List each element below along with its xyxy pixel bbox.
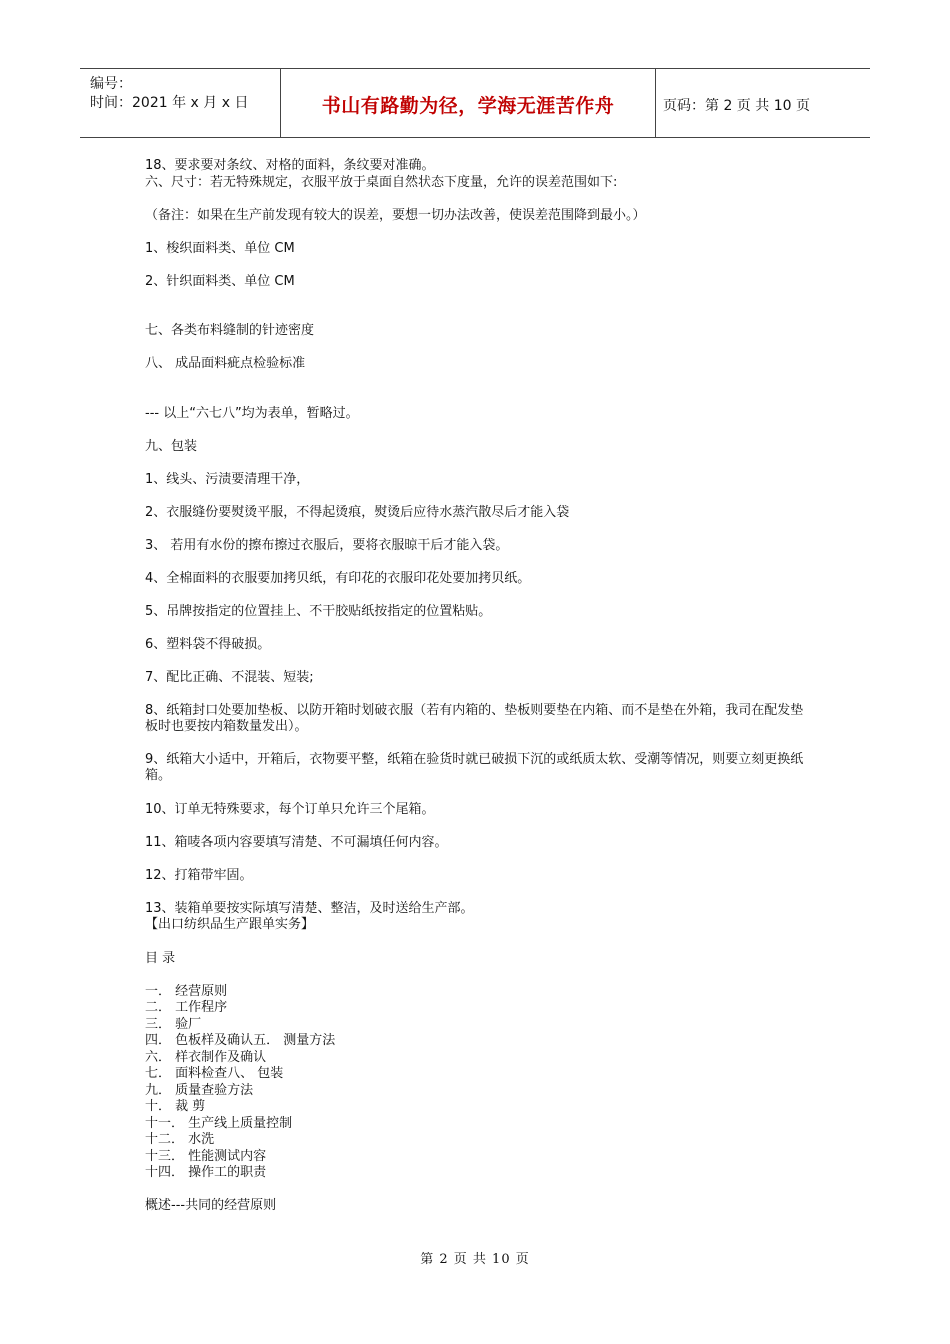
toc-item: 七． 面料检查八、 包装 [145, 1066, 284, 1081]
packing-item: 10、订单无特殊要求，每个订单只允许三个尾箱。 [145, 802, 435, 817]
packing-item: 1、线头、污渍要清理干净， [145, 472, 310, 487]
header-page-cell [655, 69, 870, 137]
toc-item: 十． 裁 剪 [145, 1099, 206, 1114]
packing-item: 11、箱唛各项内容要填写清楚、不可漏填任何内容。 [145, 835, 448, 850]
header-meta [80, 69, 280, 137]
tolerance-note: （备注：如果在生产前发现有较大的误差，要想一切办法改善，使误差范围降到最小。） [145, 208, 646, 223]
overview-line: 概述---共同的经营原则 [145, 1198, 277, 1213]
page-footer: 第 2 页 共 10 页 [420, 1252, 530, 1267]
packing-item: 2、衣服缝份要熨烫平服，不得起烫痕，熨烫后应待水蒸汽散尽后才能入袋 [145, 505, 570, 520]
knit-fabric-line: 2、针织面料类、单位 CM [145, 274, 295, 289]
toc-item: 十二． 水洗 [145, 1132, 215, 1147]
section-6-heading: 六、尺寸：若无特殊规定，衣服平放于桌面自然状态下度量，允许的误差范围如下: [145, 175, 618, 190]
toc-item: 十三． 性能测试内容 [145, 1149, 267, 1164]
packing-item: 13、装箱单要按实际填写清楚、整洁，及时送给生产部。 [145, 901, 474, 916]
toc-item: 二． 工作程序 [145, 1000, 228, 1015]
toc-item: 三． 验厂 [145, 1017, 202, 1032]
packing-item: 3、 若用有水份的擦布擦过衣服后，要将衣服晾干后才能入袋。 [145, 538, 509, 553]
page-info: 页码：第 2 页 共 10 页 [663, 98, 810, 114]
toc-item: 六． 样衣制作及确认 [145, 1050, 267, 1065]
page-header [80, 68, 870, 138]
book-title: 【出口纺织品生产跟单实务】 [145, 917, 315, 932]
section-8-heading: 八、 成品面料疵点检验标准 [145, 356, 306, 371]
header-motto-cell [280, 69, 656, 137]
toc-heading: 目 录 [145, 951, 176, 966]
packing-item: 8、纸箱封口处要加垫板、以防开箱时划破衣服（若有内箱的、垫板则要垫在内箱、而不是垫在外箱，我司在配发垫板时也要按内箱数量发出）。 [145, 703, 804, 734]
packing-item: 6、塑料袋不得破损。 [145, 637, 271, 652]
item-18: 18、要求要对条纹、对格的面料，条纹要对准确。 [145, 158, 435, 173]
packing-item: 12、打箱带牢固。 [145, 868, 253, 883]
toc-item: 十一． 生产线上质量控制 [145, 1116, 293, 1131]
doc-number-label: 编号： [90, 76, 132, 92]
packing-item: 5、吊牌按指定的位置挂上、不干胶贴纸按指定的位置粘贴。 [145, 604, 492, 619]
doc-date: 时间：2021 年 x 月 x 日 [90, 95, 249, 111]
section-9-heading: 九、包装 [145, 439, 198, 454]
packing-item: 4、全棉面料的衣服要加拷贝纸，有印花的衣服印花处要加拷贝纸。 [145, 571, 531, 586]
section-7-heading: 七、各类布料缝制的针迹密度 [145, 323, 315, 338]
packing-item: 7、配比正确、不混装、短装; [145, 670, 314, 685]
omitted-note: --- 以上“六七八”均为表单，暂略过。 [145, 406, 359, 421]
toc-item: 九． 质量查验方法 [145, 1083, 254, 1098]
woven-fabric-line: 1、梭织面料类、单位 CM [145, 241, 295, 256]
toc-item: 一． 经营原则 [145, 984, 228, 999]
toc-item: 十四． 操作工的职责 [145, 1165, 267, 1180]
toc-item: 四． 色板样及确认五． 测量方法 [145, 1033, 336, 1048]
packing-item: 9、纸箱大小适中，开箱后，衣物要平整，纸箱在验货时就已破损下沉的或纸质太软、受潮等情况，则要立刻更换纸箱。 [145, 752, 804, 783]
motto-text: 书山有路勤为径，学海无涯苦作舟 [321, 95, 615, 117]
